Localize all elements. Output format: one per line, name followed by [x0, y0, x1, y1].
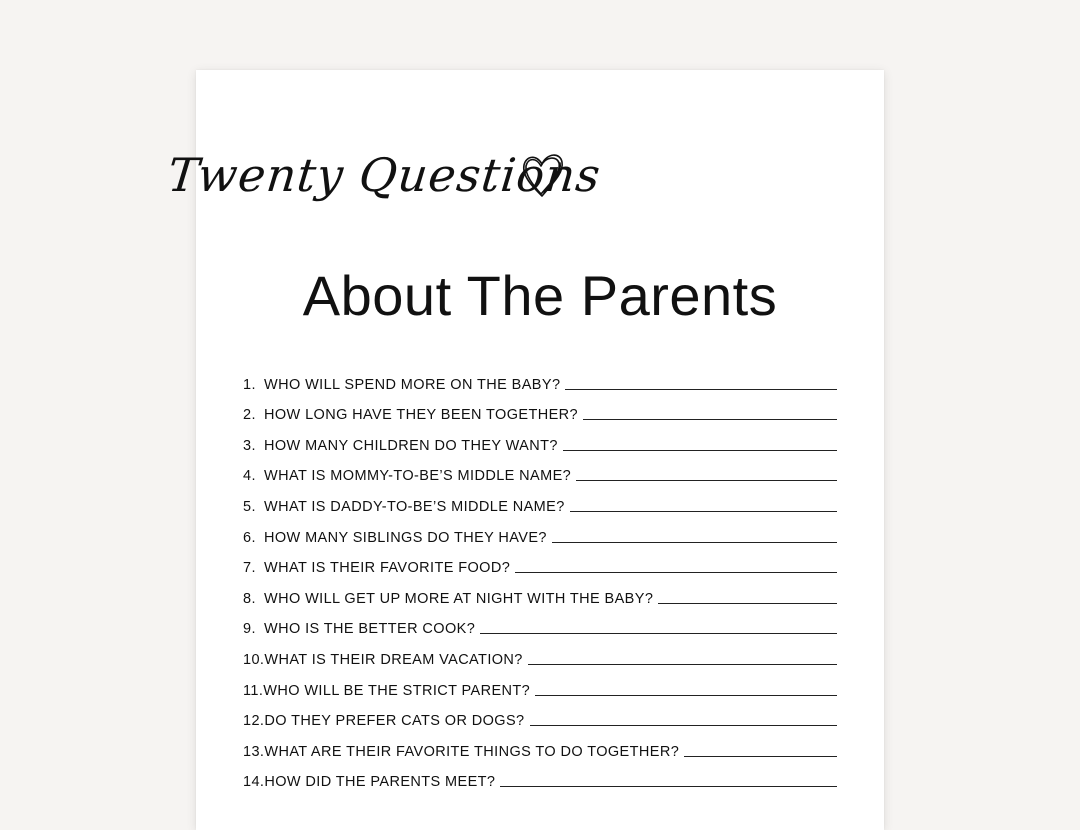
question-item [243, 760, 837, 791]
question-number: 9. [243, 621, 256, 638]
question-number: 1. [243, 376, 256, 393]
question-number: 10. [243, 651, 265, 668]
question-number: 7. [243, 560, 256, 577]
question-text: WHAT IS MOMMY-TO-BE’S MIDDLE NAME? [264, 468, 572, 485]
question-text: HOW MANY CHILDREN DO THEY WANT? [264, 437, 558, 454]
answer-line[interactable] [583, 419, 837, 420]
answer-line[interactable] [535, 695, 837, 696]
question-number: 4. [243, 468, 256, 485]
question-text: DO THEY PREFER CATS OR DOGS? [264, 713, 525, 730]
answer-line[interactable] [480, 633, 837, 634]
answer-line[interactable] [684, 756, 837, 757]
question-number: 13. [243, 743, 265, 760]
question-text: HOW DID THE PARENTS MEET? [264, 774, 496, 791]
question-item [243, 393, 837, 424]
answer-line[interactable] [530, 725, 837, 726]
script-title-row [0, 148, 1080, 238]
question-item [243, 668, 837, 699]
question-text: HOW LONG HAVE THEY BEEN TOGETHER? [264, 407, 579, 424]
answer-line[interactable] [528, 664, 837, 665]
question-number: 8. [243, 590, 256, 607]
question-item [243, 576, 837, 607]
answer-line[interactable] [658, 603, 837, 604]
question-text: WHAT IS DADDY-TO-BE’S MIDDLE NAME? [264, 498, 565, 515]
answer-line[interactable] [565, 389, 837, 390]
script-title: Twenty Questions [165, 148, 604, 202]
question-item [243, 699, 837, 730]
answer-line[interactable] [570, 511, 837, 512]
question-text: WHO IS THE BETTER COOK? [264, 621, 476, 638]
question-item [243, 484, 837, 515]
question-item [243, 362, 837, 393]
question-item [243, 423, 837, 454]
answer-line[interactable] [552, 542, 837, 543]
question-item [243, 637, 837, 668]
answer-line[interactable] [576, 480, 837, 481]
question-number: 2. [243, 407, 256, 424]
question-text: WHAT ARE THEIR FAVORITE THINGS TO DO TOGETHER? [264, 743, 680, 760]
question-text: HOW MANY SIBLINGS DO THEY HAVE? [264, 529, 547, 546]
question-number: 11. [243, 682, 264, 699]
question-item [243, 546, 837, 577]
question-item [243, 729, 837, 760]
question-number: 14. [243, 774, 265, 791]
question-number: 5. [243, 498, 256, 515]
answer-line[interactable] [500, 786, 837, 787]
question-number: 3. [243, 437, 256, 454]
question-text: WHO WILL BE THE STRICT PARENT? [263, 682, 531, 699]
question-number: 12. [243, 713, 265, 730]
page-title: About The Parents [302, 264, 778, 327]
question-list [243, 362, 837, 790]
question-item [243, 515, 837, 546]
answer-line[interactable] [515, 572, 837, 573]
question-item [243, 454, 837, 485]
question-number: 6. [243, 529, 256, 546]
question-text: WHO WILL GET UP MORE AT NIGHT WITH THE BABY? [264, 590, 654, 607]
answer-line[interactable] [563, 450, 837, 451]
question-text: WHO WILL SPEND MORE ON THE BABY? [264, 376, 561, 393]
heart-icon [518, 148, 568, 200]
question-text: WHAT IS THEIR FAVORITE FOOD? [264, 560, 511, 577]
question-text: WHAT IS THEIR DREAM VACATION? [264, 651, 523, 668]
question-item [243, 607, 837, 638]
